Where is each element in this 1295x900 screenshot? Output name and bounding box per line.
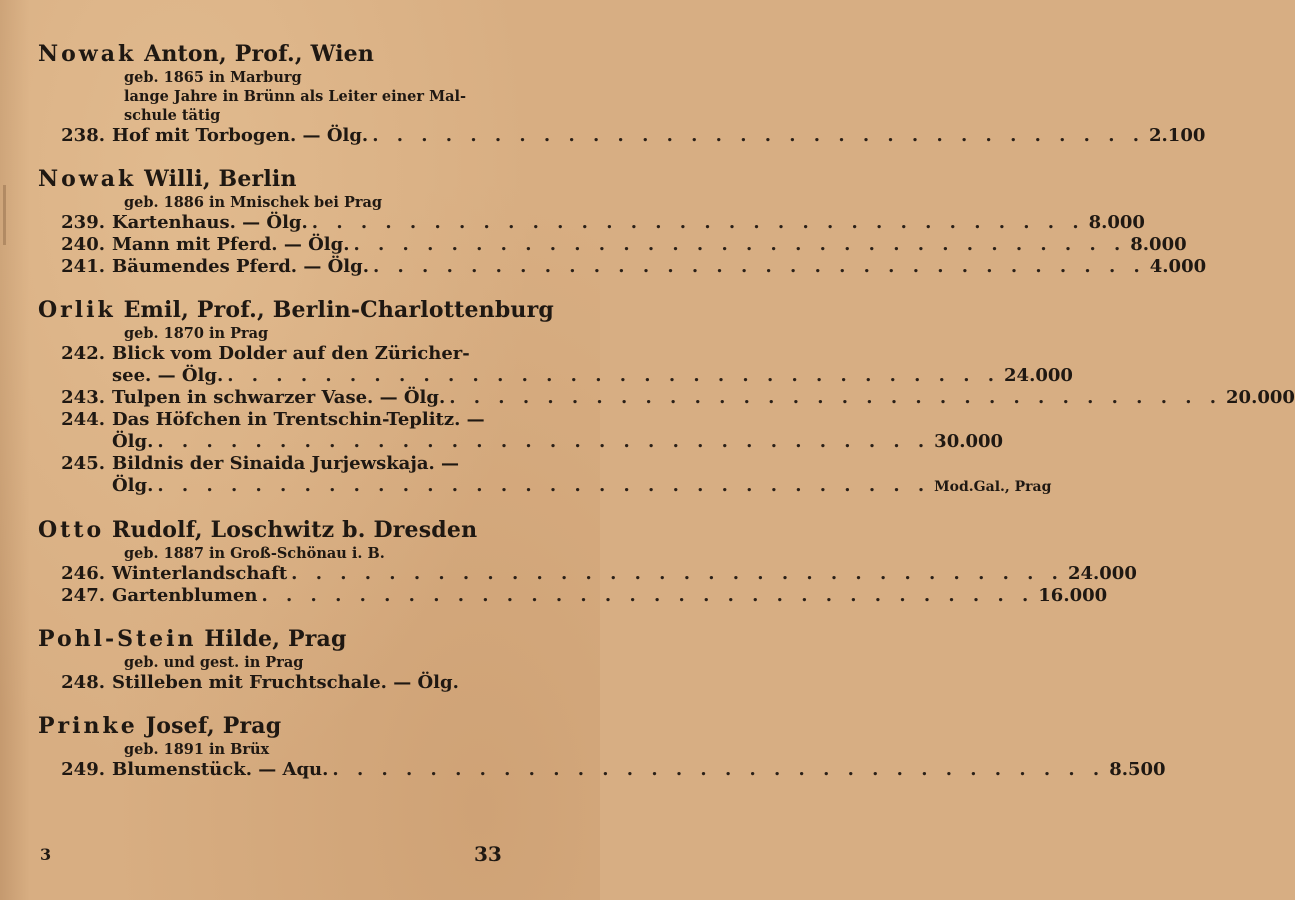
artist-entry [38,625,508,694]
dot-leader: . . . . . . . . . . . . . . . . . . . . . . . . . . . . . . . . [332,759,1106,780]
artist-surname: Prinke [38,713,138,739]
artist-name [38,165,508,193]
work-title: Stilleben mit Fruchtschale. — Ölg. [112,672,459,693]
work-title: see. — Ölg. [112,365,224,386]
work-entry [38,234,1187,256]
work-number: 238. [61,125,105,146]
dot-leader: . . . . . . . . . . . . . . . . . . . . . . . . . . . . . . . . [353,234,1127,255]
artist-surname: Otto [38,517,105,543]
dot-leader: . . . . . . . . . . . . . . . . . . . . . . . . . . . . . . . . [157,431,931,452]
artist-entry [38,165,1207,278]
artist-name [38,296,554,324]
signature-number: 3 [40,845,52,864]
work-number: 241. [61,256,105,277]
work-entry [38,343,1073,387]
artist-info-line: lange Jahre in Brünn als Leiter einer Mal- [124,88,467,105]
dot-leader: . . . . . . . . . . . . . . . . . . . . . . . . . . . . . . . . [372,125,1145,146]
artist-entry [38,516,1137,607]
work-number: 240. [61,234,105,255]
work-title: Bildnis der Sinaida Jurjewskaja. — [112,453,460,474]
artist-surname: Nowak [38,41,137,67]
work-number: 247. [61,585,105,606]
dot-leader: . . . . . . . . . . . . . . . . . . . . . . . . . . . . . . . . [449,387,1223,408]
work-entry [38,563,1137,585]
work-price: 24.000 [1067,563,1137,584]
dot-leader: . . . . . . . . . . . . . . . . . . . . . . . . . . . . . . . . [311,212,1085,233]
work-number: 239. [61,212,105,233]
work-title: Bäumendes Pferd. — Ölg. [112,256,369,277]
work-number: 243. [61,387,105,408]
artist-surname: Orlik [38,297,116,323]
work-entry [38,125,1206,147]
artist-info-line: geb. 1865 in Marburg [124,69,302,86]
work-title: Ölg. [112,475,154,496]
work-number: 244. [61,409,105,430]
work-title: Das Höfchen in Trentschin-Teplitz. — [112,409,485,430]
artist-name [38,625,508,653]
dot-leader: . . . . . . . . . . . . . . . . . . . . . . . . . . . . . . . . [291,563,1064,584]
work-price: 4.000 [1149,256,1207,277]
work-title: Tulpen in schwarzer Vase. — Ölg. [112,387,446,408]
work-title: Hof mit Torbogen. — Ölg. [112,125,369,146]
artist-name-rest: Anton, Prof., Wien [144,41,375,67]
artist-entry [38,712,1166,781]
work-price: Mod.Gal., Prag [934,479,1052,495]
page-number: 33 [474,842,502,866]
artist-name [38,712,508,740]
artist-name [38,40,508,68]
artist-info-line: geb. und gest. in Prag [124,654,304,671]
work-entry [38,212,1145,234]
artist-surname: Pohl-Stein [38,626,197,652]
artist-info-line: schule tätig [124,107,221,124]
work-price: 8.500 [1109,759,1166,780]
work-entry [38,256,1207,278]
work-entry [38,453,1052,498]
work-price: 8.000 [1130,234,1187,255]
artist-name-rest: Hilde, Prag [204,626,347,652]
dot-leader: . . . . . . . . . . . . . . . . . . . . . . . . . . . . . . . . [261,585,1035,606]
artist-info-line: geb. 1886 in Mnischek bei Prag [124,194,383,211]
artist-info-line: geb. 1887 in Groß-Schönau i. B. [124,545,385,562]
artist-info-line: geb. 1891 in Brüx [124,741,270,758]
work-price: 30.000 [934,431,1004,452]
dot-leader: . . . . . . . . . . . . . . . . . . . . . . . . . . . . . . . . [157,475,931,496]
artist-name [38,516,508,544]
work-entry [38,387,1295,409]
work-price: 2.100 [1149,125,1206,146]
dot-leader: . . . . . . . . . . . . . . . . . . . . . . . . . . . . . . . . [372,256,1146,277]
work-price: 16.000 [1038,585,1108,606]
work-title: Ölg. [112,431,154,452]
work-title: Mann mit Pferd. — Ölg. [112,234,350,255]
work-title: Blumenstück. — Aqu. [112,759,329,780]
artist-name-rest: Willi, Berlin [144,166,297,192]
artist-surname: Nowak [38,166,137,192]
work-entry [38,409,1004,453]
artist-info-line: geb. 1870 in Prag [124,325,269,342]
work-price: 20.000 [1226,387,1295,408]
dot-leader: . . . . . . . . . . . . . . . . . . . . . . . . . . . . . . . . [227,365,1001,386]
work-entry [38,585,1108,607]
work-title: Winterlandschaft [112,563,288,584]
work-number: 242. [61,343,105,364]
work-number: 245. [61,453,105,474]
work-price: 24.000 [1004,365,1073,386]
page-edge-mark [3,185,6,245]
artist-name-rest: Josef, Prag [145,713,282,739]
work-title: Blick vom Dolder auf den Züricher- [112,343,470,364]
artist-name-rest: Emil, Prof., Berlin-Charlottenburg [123,297,554,323]
work-title: Gartenblumen [112,585,258,606]
work-title: Kartenhaus. — Ölg. [112,212,308,233]
work-number: 248. [61,672,105,693]
work-number: 249. [61,759,105,780]
artist-entry [38,40,1206,147]
artist-entry [38,296,1295,498]
work-entry [38,759,1166,781]
artist-list [38,40,1295,799]
work-price: 8.000 [1088,212,1145,233]
work-number: 246. [61,563,105,584]
artist-name-rest: Rudolf, Loschwitz b. Dresden [112,517,478,543]
work-entry [38,672,508,694]
